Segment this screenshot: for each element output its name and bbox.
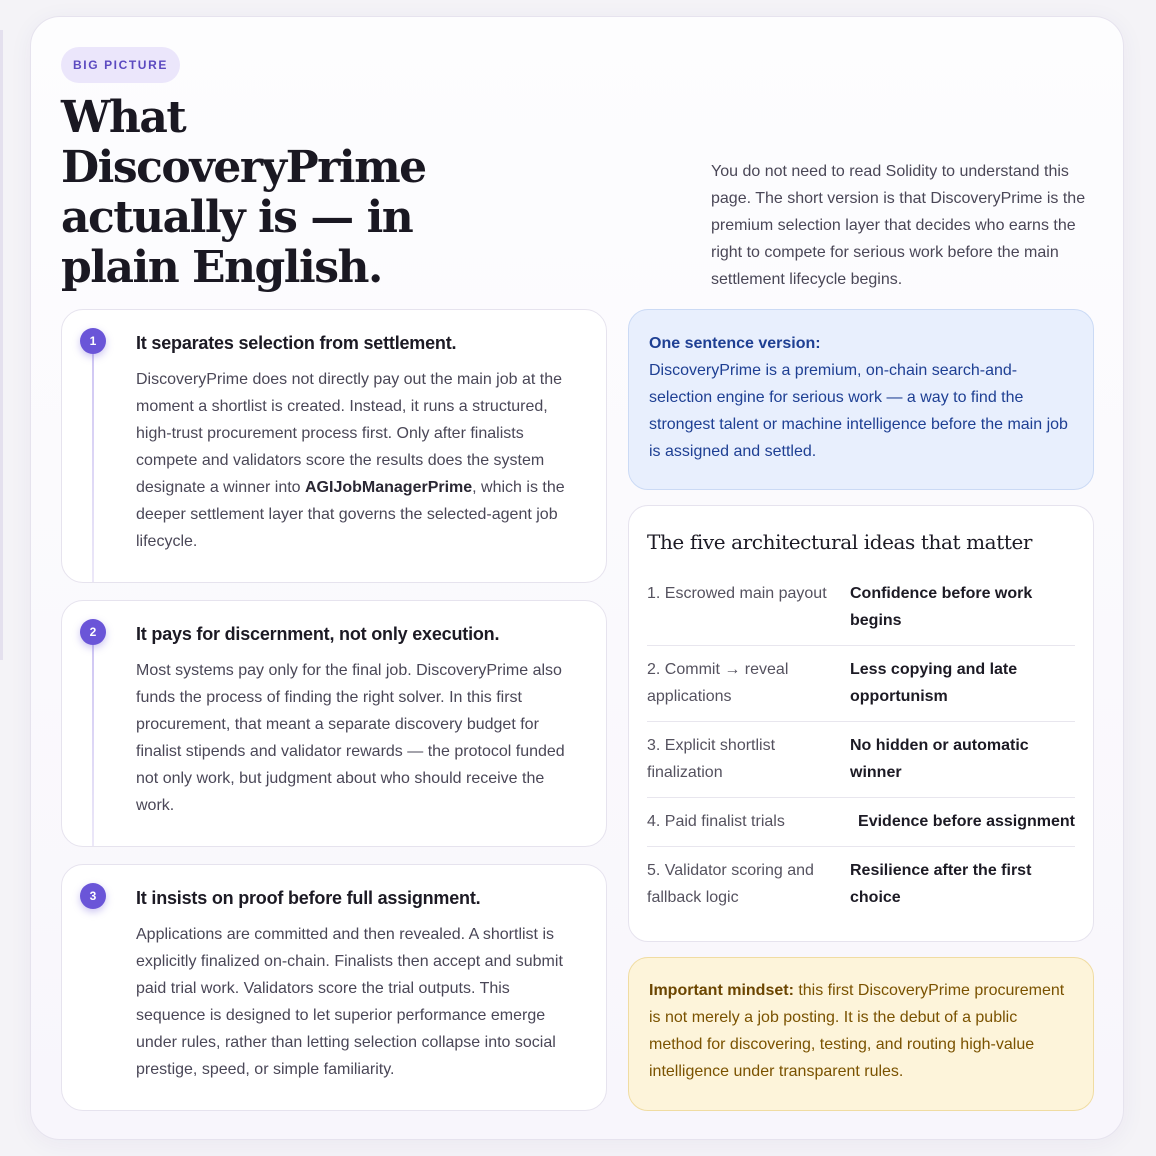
idea-label: 2. Commit → reveal applications	[647, 661, 789, 705]
mindset-callout	[628, 957, 1094, 1111]
one-sentence-callout	[628, 309, 1094, 490]
step-number-badge: 1	[80, 328, 106, 354]
step-body: Most systems pay only for the final job. DiscoveryPrime also funds the process of finding the right solver. In this first procurement, that meant a separate discovery budget for finalist stipends and validator rewards — the protocol funded not only work, but judgment about who should receive the work.	[136, 662, 565, 814]
idea-benefit: Evidence before assignment	[858, 813, 1075, 830]
timeline-line	[92, 645, 94, 846]
idea-row	[647, 570, 1075, 646]
idea-label: 3. Explicit shortlist finalization	[647, 737, 776, 781]
big-picture-card	[30, 16, 1124, 1140]
step-title: It separates selection from settlement.	[136, 333, 457, 353]
architectural-ideas-panel	[628, 505, 1094, 942]
step-body: DiscoveryPrime does not directly pay out the main job at the moment a shortlist is created. Instead, it runs a structured, high-trust procurement process first. Only after finalists compete and validators score the results does the system designate a winner into AGIJobManagerPrime, which is the deeper settlement layer that governs the selected-agent job lifecycle.	[136, 371, 565, 550]
page-title: What DiscoveryPrime actually is — in plain English.	[61, 92, 426, 293]
section-badge: BIG PICTURE	[61, 47, 180, 83]
step-title: It pays for discernment, not only execution.	[136, 624, 500, 644]
step-card-3	[61, 864, 607, 1111]
step-card-2	[61, 600, 607, 847]
idea-row	[647, 847, 1075, 922]
background-panel-edge	[0, 30, 3, 660]
step-body: Applications are committed and then revealed. A shortlist is explicitly finalized on-chain. Finalists then accept and submit paid trial work. Validators score the trial outputs. This sequence is designed to let superior performance emerge under rules, rather than letting selection collapse into social prestige, speed, or simple familiarity.	[136, 926, 563, 1078]
idea-benefit: Resilience after the first choice	[850, 862, 1032, 906]
idea-benefit: Confidence before work begins	[850, 585, 1033, 629]
idea-row	[647, 646, 1075, 722]
timeline-line	[92, 354, 94, 582]
idea-benefit: Less copying and late opportunism	[850, 661, 1018, 705]
mindset-text: this first DiscoveryPrime procurement is not merely a job posting. It is the debut of a public method for discovering, testing, and routing high-value intelligence under transparent rules.	[649, 982, 1065, 1080]
callout-label: One sentence version:	[649, 335, 821, 352]
step-card-1	[61, 309, 607, 583]
step-title: It insists on proof before full assignment.	[136, 888, 481, 908]
ideas-title: The five architectural ideas that matter	[647, 530, 1033, 554]
idea-label: 1. Escrowed main payout	[647, 585, 827, 602]
idea-label: 5. Validator scoring and fallback logic	[647, 862, 814, 906]
step-number-badge: 3	[80, 883, 106, 909]
idea-row	[647, 722, 1075, 798]
step-number-badge: 2	[80, 619, 106, 645]
callout-text: DiscoveryPrime is a premium, on-chain search-and-selection engine for serious work — a way to find the strongest talent or machine intelligence before the main job is assigned and settled.	[649, 362, 1068, 460]
idea-row	[647, 798, 1075, 847]
intro-text: You do not need to read Solidity to understand this page. The short version is that DiscoveryPrime is the premium selection layer that decides who earns the right to compete for serious work before the main settlement lifecycle begins.	[711, 163, 1086, 288]
mindset-label: Important mindset:	[649, 982, 794, 999]
idea-label: 4. Paid finalist trials	[647, 813, 785, 830]
idea-benefit: No hidden or automatic winner	[850, 737, 1029, 781]
